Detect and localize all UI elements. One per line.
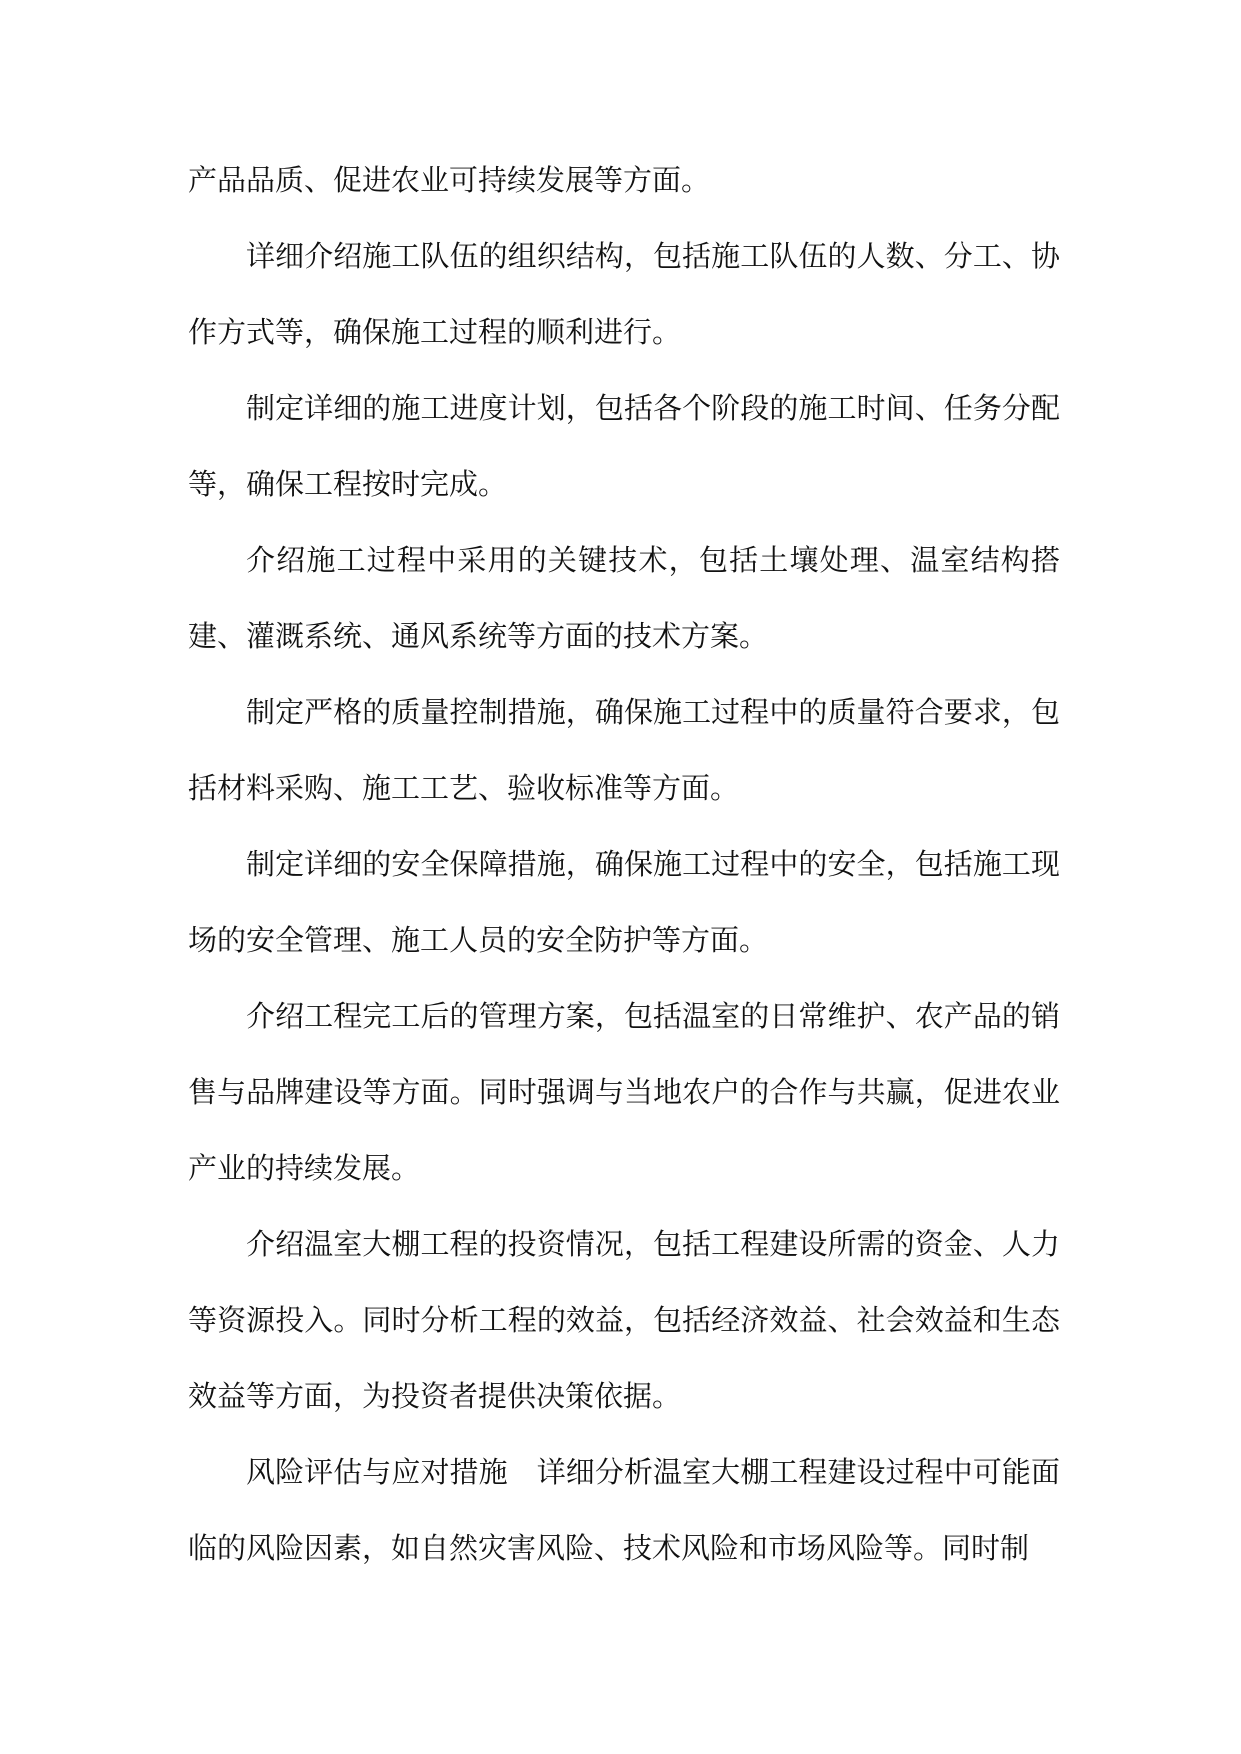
paragraph-7: 介绍工程完工后的管理方案，包括温室的日常维护、农产品的销售与品牌建设等方面。同时强调与当地农户的合作与共赢，促进农业产业的持续发展。 bbox=[188, 999, 1060, 1185]
paragraph-9: 风险评估与应对措施 详细分析温室大棚工程建设过程中可能面临的风险因素，如自然灾害风险、技术风险和市场风险等。同时制 bbox=[188, 1455, 1060, 1565]
paragraph-5: 制定严格的质量控制措施，确保施工过程中的质量符合要求，包括材料采购、施工工艺、验收标准等方面。 bbox=[188, 695, 1060, 805]
document-body bbox=[188, 142, 1060, 1586]
paragraph-1: 产品品质、促进农业可持续发展等方面。 bbox=[188, 163, 711, 197]
paragraph-2: 详细介绍施工队伍的组织结构，包括施工队伍的人数、分工、协作方式等，确保施工过程的顺利进行。 bbox=[188, 239, 1060, 349]
paragraph-8: 介绍温室大棚工程的投资情况，包括工程建设所需的资金、人力等资源投入。同时分析工程的效益，包括经济效益、社会效益和生态效益等方面，为投资者提供决策依据。 bbox=[188, 1227, 1060, 1413]
paragraph-4: 介绍施工过程中采用的关键技术，包括土壤处理、温室结构搭建、灌溉系统、通风系统等方面的技术方案。 bbox=[188, 543, 1060, 653]
paragraph-6: 制定详细的安全保障措施，确保施工过程中的安全，包括施工现场的安全管理、施工人员的安全防护等方面。 bbox=[188, 847, 1060, 957]
paragraph-3: 制定详细的施工进度计划，包括各个阶段的施工时间、任务分配等，确保工程按时完成。 bbox=[188, 391, 1060, 501]
